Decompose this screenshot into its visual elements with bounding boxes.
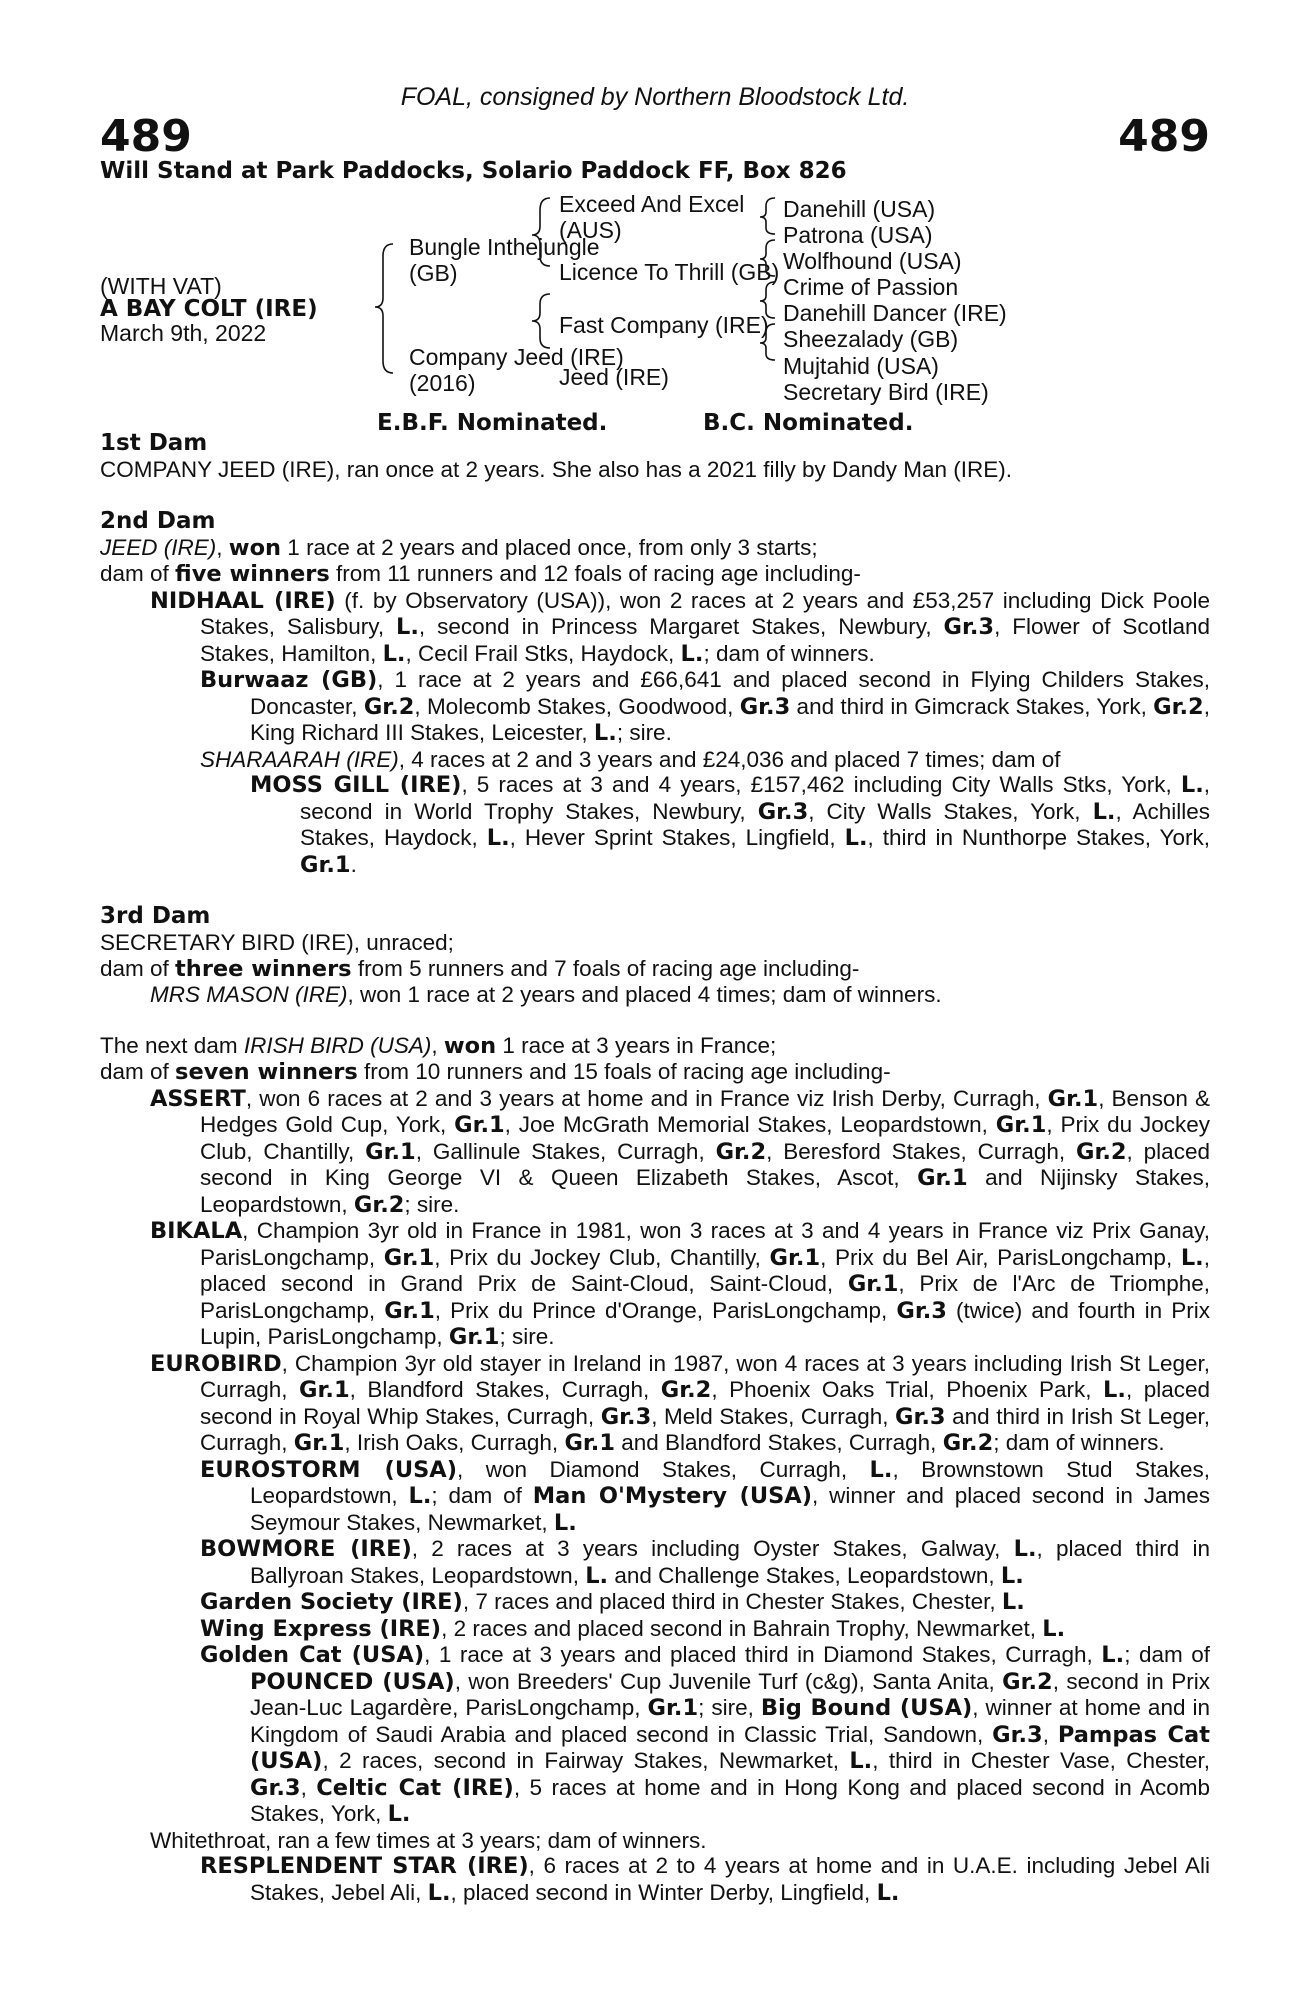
g3-sdd: Crime of Passion (783, 274, 959, 300)
lot-number-left: 489 (100, 111, 192, 162)
g3-dds: Mujtahid (USA) (783, 353, 939, 379)
g3-ddd: Secretary Bird (IRE) (783, 379, 989, 405)
produce-whitethroat: Whitethroat, ran a few times at 3 years; dam of winners. (150, 1827, 707, 1853)
sire-sire-origin: (AUS) (559, 217, 622, 243)
g3-dss: Danehill Dancer (IRE) (783, 300, 1007, 326)
next-dam-line-1: The next dam IRISH BIRD (USA), won 1 race at 3 years in France; (100, 1032, 777, 1059)
sire-dam: Licence To Thrill (GB) (559, 259, 780, 285)
pedigree-table (100, 186, 1210, 436)
second-dam-heading: 2nd Dam (100, 507, 216, 534)
consignor-line: FOAL, consigned by Northern Bloodstock Ltd. (400, 83, 910, 111)
stand-location: Will Stand at Park Paddocks, Solario Paddock FF, Box 826 (100, 158, 847, 184)
first-dam-text: COMPANY JEED (IRE), ran once at 2 years. She also has a 2021 filly by Dandy Man (IRE). (100, 457, 1013, 482)
g3-sss: Danehill (USA) (783, 196, 936, 222)
produce-mrs-mason: MRS MASON (IRE), won 1 race at 2 years and placed 4 times; dam of winners. (150, 982, 942, 1007)
dam-dam: Jeed (IRE) (559, 364, 669, 390)
produce-resplendent-star: RESPLENDENT STAR (IRE), 6 races at 2 to 4 years at home and in U.A.E. including Jebel Ali Stakes, Jebel Ali, L., placed second in Winter Derby, Lingfield, L. (200, 1853, 1210, 1906)
bc-nominated: B.C. Nominated. (703, 410, 914, 436)
horse-name: A BAY COLT (IRE) (100, 296, 318, 322)
produce-assert: ASSERT, won 6 races at 2 and 3 years at home and in France viz Irish Derby, Curragh, Gr.1, Benson & Hedges Gold Cup, York, Gr.1, Joe McGrath Memorial Stakes, Leopardstown, Gr.1, Prix du Jockey Club, Chantilly, Gr.1, Gallinule Stakes, Curragh, Gr.2, Beresford Stakes, Curragh, Gr.2, placed second in King George VI & Queen Elizabeth Stakes, Ascot, Gr.1 and Nijinsky Stakes, Leopardstown, Gr.2; sire. (150, 1085, 1210, 1218)
dam-sire: Fast Company (IRE) (559, 312, 769, 338)
third-dam-line-1: SECRETARY BIRD (IRE), unraced; (100, 930, 454, 955)
lot-number-right: 489 (1118, 111, 1210, 162)
produce-bikala: BIKALA, Champion 3yr old in France in 1981, won 3 races at 3 and 4 years in France viz Prix Ganay, ParisLongchamp, Gr.1, Prix du Jockey Club, Chantilly, Gr.1, Prix du Bel Air, ParisLongchamp, L., placed second in Grand Prix de Saint-Cloud, Saint-Cloud, Gr.1, Prix de l'Arc de Triomphe, ParisLongchamp, Gr.1, Prix du Prince d'Orange, ParisLongchamp, Gr.3 (twice) and fourth in Prix Lupin, ParisLongchamp, Gr.1; sire. (150, 1218, 1210, 1350)
produce-moss-gill: MOSS GILL (IRE), 5 races at 3 and 4 years, £157,462 including City Walls Stks, York, L., second in World Trophy Stakes, Newbury, Gr.3, City Walls Stakes, York, L., Achilles Stakes, Haydock, L., Hever Sprint Stakes, Lingfield, L., third in Nunthorpe Stakes, York, Gr.1. (250, 772, 1211, 878)
next-dam-line-2: dam of seven winners from 10 runners and 15 foals of racing age including- (100, 1059, 891, 1085)
g3-sds: Wolfhound (USA) (783, 248, 962, 274)
vat-label: (WITH VAT) (100, 273, 222, 299)
produce-eurobird: EUROBIRD, Champion 3yr old stayer in Ireland in 1987, won 4 races at 3 years including Irish St Leger, Curragh, Gr.1, Blandford Stakes, Curragh, Gr.2, Phoenix Oaks Trial, Phoenix Park, L., placed second in Royal Whip Stakes, Curragh, Gr.3, Meld Stakes, Curragh, Gr.3 and third in Irish St Leger, Curragh, Gr.1, Irish Oaks, Curragh, Gr.1 and Blandford Stakes, Curragh, Gr.2; dam of winners. (150, 1350, 1210, 1456)
produce-sharaarah: SHARAARAH (IRE), 4 races at 2 and 3 years and £24,036 and placed 7 times; dam of (200, 746, 1061, 772)
produce-eurostorm: EUROSTORM (USA), won Diamond Stakes, Curragh, L., Brownstown Stud Stakes, Leopardstown, L.; dam of Man O'Mystery (USA), winner and placed second in James Seymour Stakes, Newmarket, L. (200, 1456, 1210, 1536)
sire-origin: (GB) (409, 260, 458, 286)
foaling-date: March 9th, 2022 (100, 320, 267, 346)
produce-bowmore: BOWMORE (IRE), 2 races at 3 years including Oyster Stakes, Galway, L., placed third in Ballyroan Stakes, Leopardstown, L. and Challenge Stakes, Leopardstown, L. (200, 1536, 1210, 1589)
g3-ssd: Patrona (USA) (783, 222, 933, 248)
sire-name: Bungle Inthejungle (409, 234, 600, 260)
second-dam-line-1: JEED (IRE), won 1 race at 2 years and placed once, from only 3 starts; (100, 534, 818, 561)
produce-nidhaal: NIDHAAL (IRE) (f. by Observatory (USA)), won 2 races at 2 years and £53,257 including Dick Poole Stakes, Salisbury, L., second in Princess Margaret Stakes, Newbury, Gr.3, Flower of Scotland Stakes, Hamilton, L., Cecil Frail Stks, Haydock, L.; dam of winners. (150, 587, 1210, 667)
g3-dsd: Sheezalady (GB) (783, 326, 959, 352)
catalogue-page (100, 82, 1210, 1906)
ebf-nominated: E.B.F. Nominated. (377, 410, 608, 436)
third-dam-line-2: dam of three winners from 5 runners and 7 foals of racing age including- (100, 955, 860, 982)
produce-burwaaz: Burwaaz (GB), 1 race at 2 years and £66,641 and placed second in Flying Childers Stakes, Doncaster, Gr.2, Molecomb Stakes, Goodwood, Gr.3 and third in Gimcrack Stakes, York, Gr.2, King Richard III Stakes, Leicester, L.; sire. (200, 667, 1210, 746)
produce-wing-express: Wing Express (IRE), 2 races and placed second in Bahrain Trophy, Newmarket, L. (200, 1615, 1066, 1642)
dam-year: (2016) (409, 370, 476, 396)
dam-name: Company Jeed (IRE) (409, 344, 624, 370)
third-dam-heading: 3rd Dam (100, 903, 211, 929)
second-dam-line-2: dam of five winners from 11 runners and 12 foals of racing age including- (100, 561, 861, 587)
produce-garden-society: Garden Society (IRE), 7 races and placed third in Chester Stakes, Chester, L. (200, 1589, 1025, 1615)
produce-golden-cat: Golden Cat (USA), 1 race at 3 years and placed third in Diamond Stakes, Curragh, L.; dam of POUNCED (USA), won Breeders' Cup Juvenile Turf (c&g), Santa Anita, Gr.2, second in Prix Jean-Luc Lagardère, ParisLongchamp, Gr.1; sire, Big Bound (USA), winner at home and in Kingdom of Saudi Arabia and placed second in Classic Trial, Sandown, Gr.3, Pampas Cat (USA), 2 races, second in Fairway Stakes, Newmarket, L., third in Chester Vase, Chester, Gr.3, Celtic Cat (IRE), 5 races at home and in Hong Kong and placed second in Acomb Stakes, York, L. (200, 1642, 1210, 1827)
sire-sire-name: Exceed And Excel (559, 191, 745, 217)
first-dam-heading: 1st Dam (100, 430, 208, 456)
